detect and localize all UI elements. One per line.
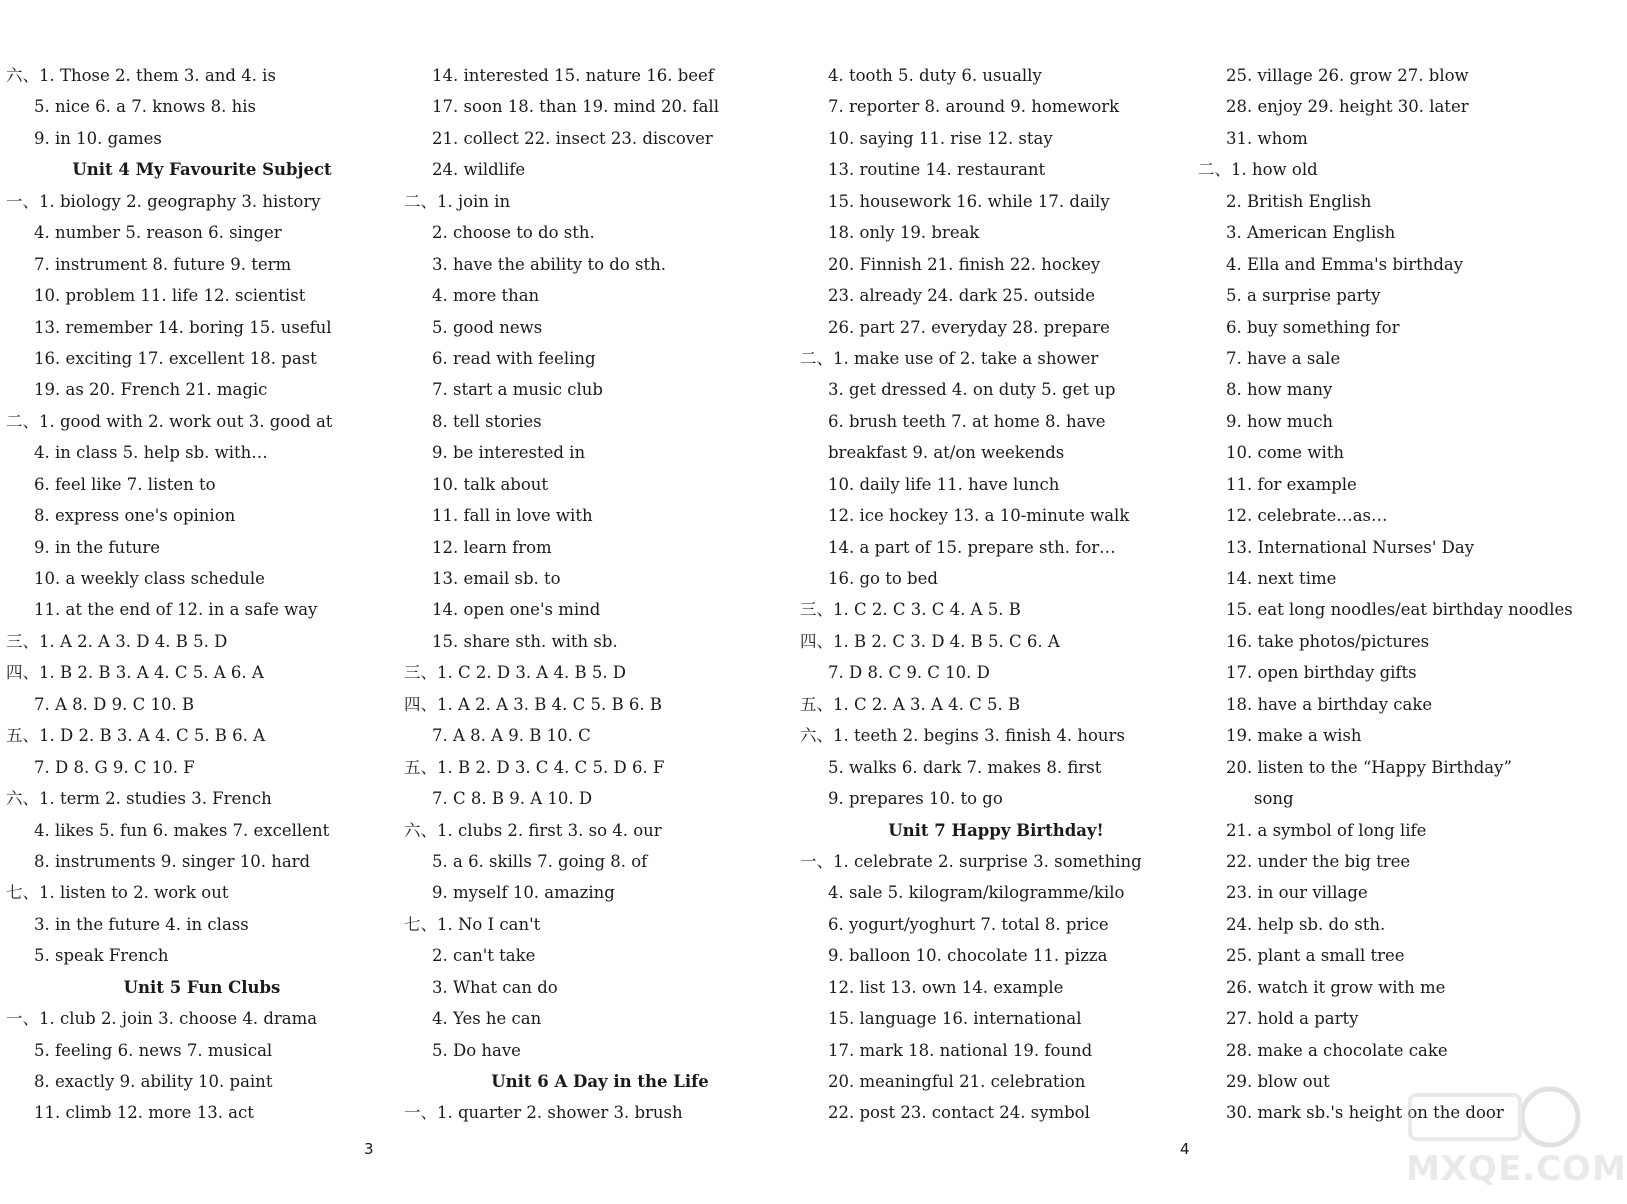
section-answer-line: 五、1. D 2. B 3. A 4. C 5. B 6. A xyxy=(6,726,266,746)
answer-line: 12. learn from xyxy=(432,537,552,557)
unit-heading: Unit 5 Fun Clubs xyxy=(123,977,281,997)
answer-line: 4. likes 5. fun 6. makes 7. excellent xyxy=(34,820,330,840)
answer-line: 16. go to bed xyxy=(828,569,938,588)
answer-line: 28. enjoy 29. height 30. later xyxy=(1226,97,1469,117)
section-answer-line: 七、1. No I can't xyxy=(404,914,541,934)
answer-line: 7. C 8. B 9. A 10. D xyxy=(432,789,593,809)
answer-line: 15. eat long noodles/eat birthday noodles xyxy=(1226,600,1573,620)
answer-line: 11. fall in love with xyxy=(432,506,593,526)
answer-line: 9. myself 10. amazing xyxy=(432,883,615,903)
answer-line: 10. talk about xyxy=(432,474,549,494)
section-answer-line: 三、1. C 2. D 3. A 4. B 5. D xyxy=(404,663,627,683)
answer-line: 5. a 6. skills 7. going 8. of xyxy=(432,851,648,871)
answer-line: 7. reporter 8. around 9. homework xyxy=(828,97,1120,117)
answer-line: 15. share sth. with sb. xyxy=(432,631,618,651)
answer-line: 3. What can do xyxy=(432,977,558,997)
answer-line: 8. instruments 9. singer 10. hard xyxy=(34,851,311,871)
answer-line: 7. D 8. G 9. C 10. F xyxy=(34,757,195,777)
answer-line: 4. sale 5. kilogram/kilogramme/kilo xyxy=(828,883,1125,903)
answer-line: 6. feel like 7. listen to xyxy=(34,474,216,494)
answer-column-3 xyxy=(800,60,1192,1129)
section-answer-line: 一、1. celebrate 2. surprise 3. something xyxy=(800,851,1142,871)
answer-line: 15. language 16. international xyxy=(828,1009,1082,1029)
unit-heading: Unit 6 A Day in the Life xyxy=(491,1072,709,1091)
answer-line: song xyxy=(1254,789,1294,809)
answer-line: 6. yogurt/yoghurt 7. total 8. price xyxy=(828,914,1109,934)
section-answer-line: 二、1. how old xyxy=(1198,160,1318,180)
answer-line: 2. choose to do sth. xyxy=(432,223,595,243)
answer-line: breakfast 9. at/on weekends xyxy=(828,443,1065,463)
answer-line: 13. routine 14. restaurant xyxy=(828,160,1046,180)
answer-line: 12. list 13. own 14. example xyxy=(828,977,1064,997)
answer-line: 30. mark sb.'s height on the door xyxy=(1226,1103,1504,1123)
answer-line: 11. at the end of 12. in a safe way xyxy=(34,600,318,620)
answer-line: 23. already 24. dark 25. outside xyxy=(828,286,1095,306)
answer-line: 4. Yes he can xyxy=(432,1009,542,1029)
answer-line: 21. a symbol of long life xyxy=(1226,820,1427,840)
answer-column-1 xyxy=(6,60,398,1129)
answer-line: 14. open one's mind xyxy=(432,600,601,620)
section-answer-line: 三、1. A 2. A 3. D 4. B 5. D xyxy=(6,631,228,651)
answer-line: 6. buy something for xyxy=(1226,317,1400,337)
answer-line: 2. can't take xyxy=(432,946,536,966)
answer-line: 5. good news xyxy=(432,317,543,337)
answer-line: 4. number 5. reason 6. singer xyxy=(34,223,282,243)
answer-line: 25. village 26. grow 27. blow xyxy=(1226,66,1469,85)
answer-line: 21. collect 22. insect 23. discover xyxy=(432,128,713,148)
answer-line: 4. Ella and Emma's birthday xyxy=(1226,254,1464,274)
answer-line: 22. post 23. contact 24. symbol xyxy=(828,1103,1090,1123)
page-number-left: 3 xyxy=(364,1140,374,1158)
answer-line: 13. email sb. to xyxy=(432,569,561,588)
answer-line: 2. British English xyxy=(1226,191,1372,211)
answer-line: 10. problem 11. life 12. scientist xyxy=(34,286,306,306)
section-answer-line: 五、1. C 2. A 3. A 4. C 5. B xyxy=(800,694,1021,714)
answer-line: 7. start a music club xyxy=(432,380,603,400)
answer-line: 3. get dressed 4. on duty 5. get up xyxy=(828,380,1116,400)
answer-line: 4. in class 5. help sb. with… xyxy=(34,443,268,463)
answer-line: 29. blow out xyxy=(1226,1072,1330,1091)
answer-line: 11. for example xyxy=(1226,474,1357,494)
section-answer-line: 一、1. club 2. join 3. choose 4. drama xyxy=(6,1009,318,1029)
section-answer-line: 五、1. B 2. D 3. C 4. C 5. D 6. F xyxy=(404,757,665,777)
answer-line: 23. in our village xyxy=(1226,883,1368,903)
answer-line: 10. a weekly class schedule xyxy=(34,569,265,588)
answer-line: 17. mark 18. national 19. found xyxy=(828,1040,1093,1060)
answer-line: 7. A 8. A 9. B 10. C xyxy=(432,726,591,746)
section-answer-line: 四、1. B 2. C 3. D 4. B 5. C 6. A xyxy=(800,631,1060,651)
section-answer-line: 四、1. A 2. A 3. B 4. C 5. B 6. B xyxy=(404,694,662,714)
unit-heading: Unit 4 My Favourite Subject xyxy=(72,160,332,180)
section-answer-line: 二、1. join in xyxy=(404,191,511,211)
answer-column-2 xyxy=(404,60,796,1129)
answer-line: 5. nice 6. a 7. knows 8. his xyxy=(34,97,256,117)
answer-line: 10. saying 11. rise 12. stay xyxy=(828,128,1053,148)
answer-line: 7. have a sale xyxy=(1226,348,1341,368)
answer-line: 9. be interested in xyxy=(432,443,586,463)
answer-line: 8. tell stories xyxy=(432,411,542,431)
answer-line: 12. celebrate…as… xyxy=(1226,506,1388,526)
answer-line: 8. exactly 9. ability 10. paint xyxy=(34,1072,273,1091)
answer-line: 31. whom xyxy=(1226,128,1308,148)
answer-line: 9. balloon 10. chocolate 11. pizza xyxy=(828,946,1108,966)
answer-line: 27. hold a party xyxy=(1226,1009,1359,1029)
answer-line: 15. housework 16. while 17. daily xyxy=(828,191,1110,211)
answer-line: 7. A 8. D 9. C 10. B xyxy=(34,694,195,714)
answer-line: 9. how much xyxy=(1226,411,1334,431)
section-answer-line: 六、1. teeth 2. begins 3. finish 4. hours xyxy=(800,726,1125,746)
answer-line: 25. plant a small tree xyxy=(1226,946,1405,966)
answer-line: 20. meaningful 21. celebration xyxy=(828,1072,1086,1091)
answer-line: 9. in 10. games xyxy=(34,128,162,148)
answer-line: 10. daily life 11. have lunch xyxy=(828,474,1060,494)
answer-line: 24. wildlife xyxy=(432,160,526,180)
section-answer-line: 六、1. term 2. studies 3. French xyxy=(6,789,272,809)
section-answer-line: 二、1. make use of 2. take a shower xyxy=(800,348,1099,368)
answer-line: 3. in the future 4. in class xyxy=(34,914,249,934)
page-number-right: 4 xyxy=(1180,1140,1190,1158)
answer-line: 14. interested 15. nature 16. beef xyxy=(432,66,714,85)
answer-line: 19. make a wish xyxy=(1226,726,1362,746)
answer-line: 20. listen to the “Happy Birthday” xyxy=(1226,757,1512,777)
answer-line: 10. come with xyxy=(1226,443,1344,463)
watermark-logo xyxy=(1400,1085,1627,1195)
answer-line: 7. D 8. C 9. C 10. D xyxy=(828,663,990,683)
answer-line: 18. have a birthday cake xyxy=(1226,694,1433,714)
section-answer-line: 六、1. clubs 2. first 3. so 4. our xyxy=(404,820,662,840)
watermark-icon xyxy=(1400,1085,1590,1155)
answer-line: 18. only 19. break xyxy=(828,223,980,243)
section-answer-line: 七、1. listen to 2. work out xyxy=(6,883,229,903)
answer-line: 8. how many xyxy=(1226,380,1333,400)
answer-line: 26. watch it grow with me xyxy=(1226,977,1446,997)
section-answer-line: 四、1. B 2. B 3. A 4. C 5. A 6. A xyxy=(6,663,264,683)
section-answer-line: 一、1. biology 2. geography 3. history xyxy=(6,191,321,211)
answer-line: 16. exciting 17. excellent 18. past xyxy=(34,348,317,368)
answer-line: 28. make a chocolate cake xyxy=(1226,1040,1448,1060)
answer-line: 5. a surprise party xyxy=(1226,286,1381,306)
section-answer-line: 三、1. C 2. C 3. C 4. A 5. B xyxy=(800,600,1021,620)
answer-line: 4. tooth 5. duty 6. usually xyxy=(828,66,1042,85)
answer-line: 5. walks 6. dark 7. makes 8. first xyxy=(828,757,1102,777)
answer-line: 26. part 27. everyday 28. prepare xyxy=(828,317,1110,337)
section-answer-line: 一、1. quarter 2. shower 3. brush xyxy=(404,1103,683,1123)
watermark-text: MXQE.COM xyxy=(1406,1149,1627,1189)
answer-line: 5. feeling 6. news 7. musical xyxy=(34,1040,273,1060)
answer-line: 6. brush teeth 7. at home 8. have xyxy=(828,411,1106,431)
answer-line: 3. American English xyxy=(1226,223,1396,243)
answer-line: 19. as 20. French 21. magic xyxy=(34,380,268,400)
answer-line: 14. next time xyxy=(1226,569,1337,588)
answer-line: 17. open birthday gifts xyxy=(1226,663,1417,683)
section-answer-line: 二、1. good with 2. work out 3. good at xyxy=(6,411,333,431)
answer-line: 14. a part of 15. prepare sth. for… xyxy=(828,537,1116,557)
answer-line: 20. Finnish 21. finish 22. hockey xyxy=(828,254,1101,274)
answer-line: 24. help sb. do sth. xyxy=(1226,914,1386,934)
answer-line: 22. under the big tree xyxy=(1226,851,1411,871)
answer-line: 9. in the future xyxy=(34,537,161,557)
answer-line: 16. take photos/pictures xyxy=(1226,631,1430,651)
answer-line: 5. speak French xyxy=(34,946,169,966)
answer-line: 11. climb 12. more 13. act xyxy=(34,1103,254,1123)
answer-line: 4. more than xyxy=(432,286,540,306)
answer-line: 7. instrument 8. future 9. term xyxy=(34,254,292,274)
answer-line: 13. International Nurses' Day xyxy=(1226,537,1475,557)
answer-line: 12. ice hockey 13. a 10-minute walk xyxy=(828,506,1130,526)
answer-line: 3. have the ability to do sth. xyxy=(432,254,666,274)
unit-heading: Unit 7 Happy Birthday! xyxy=(888,820,1104,840)
answer-line: 13. remember 14. boring 15. useful xyxy=(34,317,332,337)
answer-line: 5. Do have xyxy=(432,1040,521,1060)
answer-line: 9. prepares 10. to go xyxy=(828,789,1003,809)
answer-line: 8. express one's opinion xyxy=(34,506,236,526)
answer-column-4 xyxy=(1198,60,1590,1129)
section-answer-line: 六、1. Those 2. them 3. and 4. is xyxy=(6,66,276,85)
answer-line: 6. read with feeling xyxy=(432,348,596,368)
answer-line: 17. soon 18. than 19. mind 20. fall xyxy=(432,97,719,117)
